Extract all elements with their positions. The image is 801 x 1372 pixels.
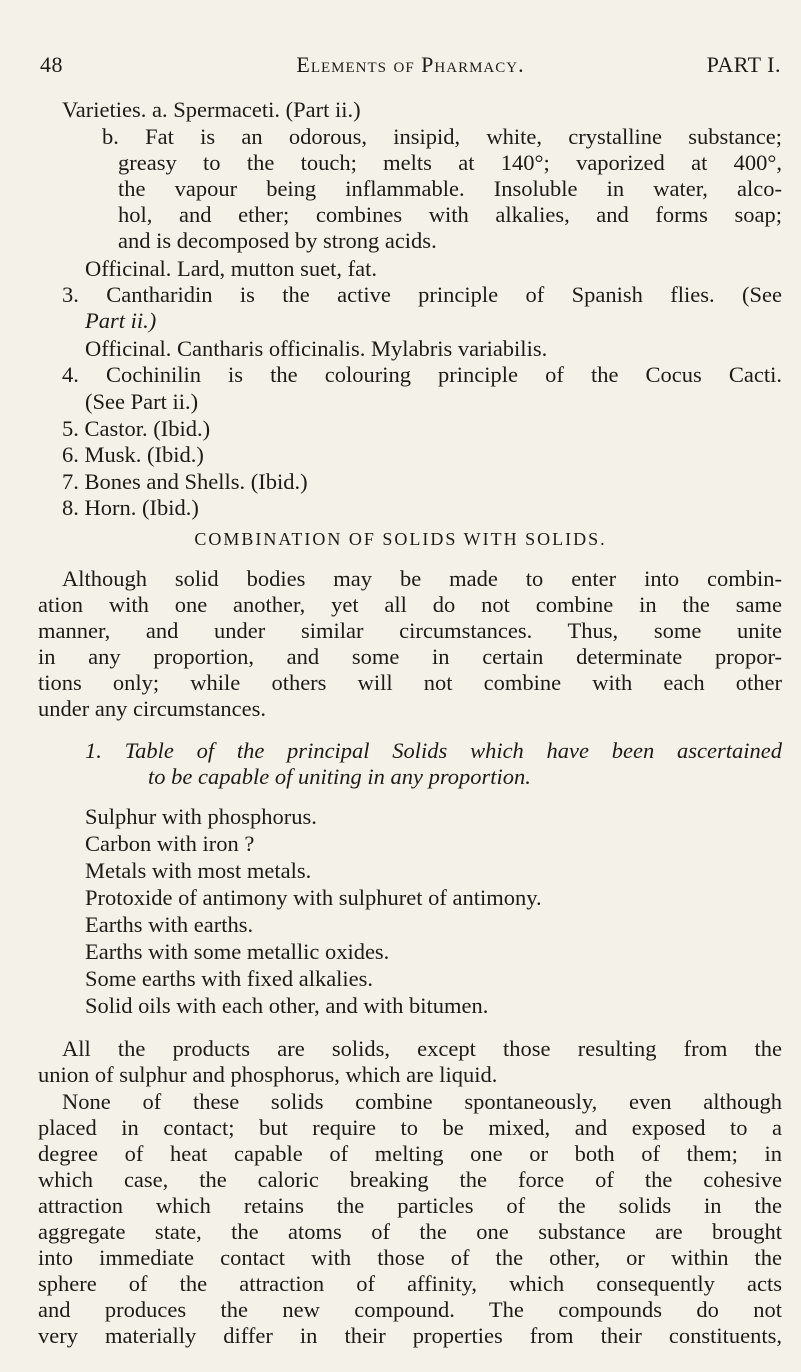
para1-line: in any proportion, and some in certain determinate propor- (38, 644, 782, 669)
item-7: 7. Bones and Shells. (Ibid.) (62, 469, 308, 494)
para3-line: None of these solids combine spontaneously, even although (62, 1089, 782, 1114)
officinal-lard: Officinal. Lard, mutton suet, fat. (85, 256, 378, 281)
table-item: Solid oils with each other, and with bitumen. (85, 993, 489, 1018)
para3-line: and produces the new compound. The compounds do not (38, 1297, 782, 1322)
running-title: Elements of Pharmacy. (296, 52, 525, 77)
item-4-line-1: 4. Cochinilin is the colouring principle of the Cocus Cacti. (62, 362, 782, 387)
para3-line: aggregate state, the atoms of the one substance are brought (38, 1219, 782, 1244)
para3-line: sphere of the attraction of affinity, which consequently acts (38, 1271, 782, 1296)
fat-line-5: and is decomposed by strong acids. (118, 228, 437, 253)
para3-line: degree of heat capable of melting one or both of them; in (38, 1141, 782, 1166)
table-item: Some earths with fixed alkalies. (85, 966, 374, 991)
para3-line: into immediate contact with those of the other, or within the (38, 1245, 782, 1270)
table-item: Metals with most metals. (85, 858, 312, 883)
table-item: Earths with some metallic oxides. (85, 939, 390, 964)
fat-line-1: b. Fat is an odorous, insipid, white, crystalline substance; (102, 124, 782, 149)
para2-line: union of sulphur and phosphorus, which are liquid. (38, 1062, 498, 1087)
table-item: Sulphur with phosphorus. (85, 804, 317, 829)
para3-line: which case, the caloric breaking the force of the cohesive (38, 1167, 782, 1192)
para3-line: very materially differ in their properties from their constituents, (38, 1323, 782, 1348)
page-number: 48 (40, 52, 63, 77)
part-label: PART I. (706, 52, 781, 77)
table-item: Earths with earths. (85, 912, 254, 937)
para1-line: Although solid bodies may be made to enter into combin- (62, 566, 782, 591)
running-header (40, 44, 781, 84)
para2-line: All the products are solids, except those resulting from the (62, 1036, 782, 1061)
table-item: Protoxide of antimony with sulphuret of antimony. (85, 885, 542, 910)
item-4-line-2: (See Part ii.) (85, 389, 199, 414)
item-6: 6. Musk. (Ibid.) (62, 442, 204, 467)
table-caption-line-1: 1. Table of the principal Solids which have been ascertained (85, 738, 782, 763)
table-item: Carbon with iron ? (85, 831, 255, 856)
para3-line: placed in contact; but require to be mixed, and exposed to a (38, 1115, 782, 1140)
para3-line: attraction which retains the particles of the solids in the (38, 1193, 782, 1218)
officinal-cantharis: Officinal. Cantharis officinalis. Mylabris variabilis. (85, 336, 548, 361)
para1-line: under any circumstances. (38, 696, 267, 721)
item-3-line-1: 3. Cantharidin is the active principle of Spanish flies. (See (62, 282, 782, 307)
varieties-line: Varieties. a. Spermaceti. (Part ii.) (62, 97, 361, 122)
para1-line: ation with one another, yet all do not combine in the same (38, 592, 782, 617)
table-caption-line-2: to be capable of uniting in any proportion. (148, 764, 531, 789)
section-heading: COMBINATION OF SOLIDS WITH SOLIDS. (194, 529, 607, 549)
item-5: 5. Castor. (Ibid.) (62, 416, 211, 441)
item-8: 8. Horn. (Ibid.) (62, 495, 199, 520)
item-3-line-2: Part ii.) (85, 308, 157, 333)
fat-line-2: greasy to the touch; melts at 140°; vaporized at 400°, (118, 150, 782, 175)
fat-line-3: the vapour being inflammable. Insoluble in water, alco- (118, 176, 782, 201)
para1-line: tions only; while others will not combine with each other (38, 670, 782, 695)
para1-line: manner, and under similar circumstances. Thus, some unite (38, 618, 782, 643)
fat-line-4: hol, and ether; combines with alkalies, and forms soap; (118, 202, 782, 227)
